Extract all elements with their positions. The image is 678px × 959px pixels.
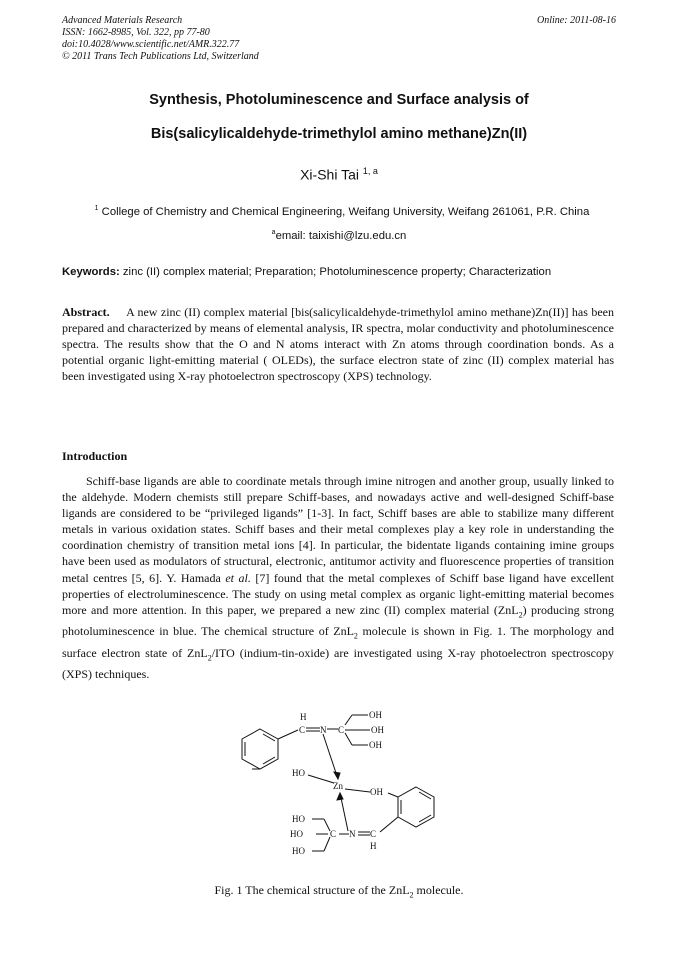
author-sup: 1, a — [362, 166, 378, 176]
label-c-top: C — [299, 725, 306, 735]
intro-text-5: /ITO (indium-tin-oxide) are investigated using X-ray photoelectron spectroscopy (XPS) techniques. — [62, 645, 615, 682]
intro-etal: et al. — [225, 570, 251, 585]
intro-text-4: molecule is shown in Fig. 1. The morphology and surface electron state of ZnL — [62, 624, 614, 660]
label-h-top: H — [300, 712, 307, 722]
abstract-label: Abstract. — [62, 305, 110, 319]
paper-title-line1: Synthesis, Photoluminescence and Surface analysis of — [149, 92, 529, 108]
label-oh3: OH — [369, 740, 382, 750]
affiliation — [62, 205, 622, 218]
intro-sub-c: 2 — [207, 653, 212, 663]
label-n-top: N — [320, 725, 327, 735]
label-ho2: HO — [290, 829, 303, 839]
journal-header — [62, 15, 259, 63]
paper-title-line2: Bis(salicylicaldehyde-trimethylol amino methane)Zn(II) — [150, 126, 528, 142]
affiliation-sup: 1 — [94, 205, 99, 212]
author-name: Xi-Shi Tai — [300, 166, 359, 183]
label-zn: Zn — [333, 781, 343, 791]
keywords-text: zinc (II) complex material; Preparation; Photoluminescence property; Characterization — [122, 266, 552, 278]
figure-caption — [0, 883, 678, 899]
caption-text: Fig. 1 The chemical structure of the ZnL — [214, 883, 410, 897]
online-date: Online: 2011-08-16 — [537, 15, 616, 26]
introduction-body — [62, 473, 614, 682]
keywords — [62, 266, 622, 278]
label-oh1: OH — [369, 710, 382, 720]
label-oh-right: OH — [370, 787, 383, 797]
email-text: email: taixishi@lzu.edu.cn — [275, 229, 407, 242]
issn: ISSN: 1662-8985, Vol. 322, pp 77-80 — [62, 27, 210, 38]
chemical-structure-figure — [230, 705, 450, 865]
caption-sub: 2 — [409, 890, 414, 900]
label-oh2: OH — [371, 725, 384, 735]
intro-text-1: Schiff-base ligands are able to coordinate metals through imine nitrogen and another group, usually linked to the aldehyde. Modern chemists still prepare Schiff-bases, and nowadays active and well-designed Schiff-base ligands are considered to be “privileged ligands” [1-3]. In fact, Schiff bases are able to stabilize many different metals in various oxidation states. Schiff bases and their metal complexes play a key role in understanding the coordination chemistry of transition metal ions [4]. In particular, the bidentate ligands containing imine groups have been used as modulators of structural, electronic, antitumor activity and fluorescence properties of transition metal centres [5, 6]. Y. Hamada — [62, 474, 614, 585]
label-cq-bot: C — [330, 829, 337, 839]
intro-sub-b: 2 — [353, 631, 358, 641]
caption-post: molecule. — [413, 883, 464, 897]
abstract — [62, 304, 614, 384]
keywords-label: Keywords: — [62, 266, 120, 278]
intro-text-3: ) producing strong photoluminescence in blue. The chemical structure of ZnL — [62, 602, 614, 639]
doi: doi:10.4028/www.scientific.net/AMR.322.77 — [62, 39, 240, 50]
copyright: © 2011 Trans Tech Publications Ltd, Switzerland — [62, 51, 259, 62]
affiliation-text: College of Chemistry and Chemical Engineering, Weifang University, Weifang 261061, P.R. China — [101, 205, 590, 218]
email-sup: a — [271, 229, 276, 236]
abstract-text: A new zinc (II) complex material [bis(salicylicaldehyde-trimethylol amino methane)Zn(II)] has been prepared and characterized by means of elemental analysis, IR spectra, molar conductivity and photoluminescence spectra. The results show that the O and N atoms interact with Zn atoms through coordination bonds. As a potential organic light-emitting material ( OLEDs), the surface electron state of zinc (II) complex material has been investigated using X-ray photoelectron spectroscopy (XPS) technology. — [62, 305, 614, 383]
journal-name: Advanced Materials Research — [62, 15, 183, 26]
label-ho1: HO — [292, 814, 305, 824]
intro-text-2: [7] found that the metal complexes of Schiff base ligand have excellent properties of electroluminescence. The study on using metal complex as organic light-emitting material becomes more and more attention. In this paper, we prepared a new zinc (II) complex material (ZnL — [62, 570, 615, 617]
intro-sub-a: 2 — [518, 610, 523, 620]
label-cq-top: C — [338, 725, 345, 735]
label-ho3: HO — [292, 846, 305, 856]
introduction-heading: Introduction — [62, 449, 128, 463]
label-n-bot: N — [349, 829, 356, 839]
author — [0, 166, 678, 183]
label-h-bot: H — [370, 841, 377, 851]
label-ho-left: HO — [292, 768, 305, 778]
label-c-bot: C — [370, 829, 377, 839]
email — [0, 229, 678, 242]
